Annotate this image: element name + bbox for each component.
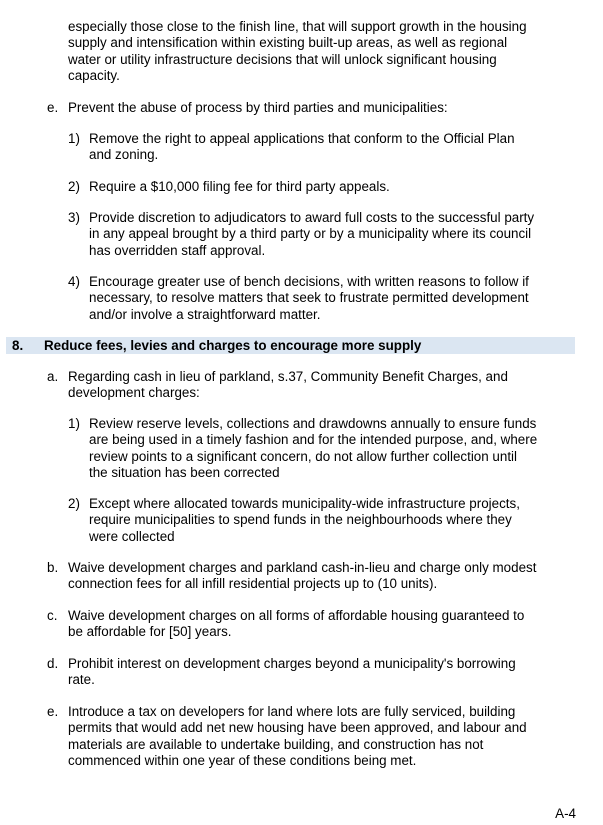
sub-item-text: Review reserve levels, collections and drawdowns annually to ensure funds are being used in a timely fashion and for the intended purpose, and, where review points to a significant concern, do not allow further collection until the situation has been corrected bbox=[89, 416, 538, 480]
list-marker: c. bbox=[47, 608, 58, 623]
sub-marker: 4) bbox=[68, 274, 80, 289]
intro-paragraph: especially those close to the finish line, that will support growth in the housing supply and intensification within existing built-up areas, as well as regional water or utility infrastructure decisions that will unlock significant housing capacity. bbox=[68, 19, 527, 83]
list-marker: a. bbox=[47, 369, 59, 384]
sub-item-text: Require a $10,000 filing fee for third party appeals. bbox=[89, 179, 390, 194]
list-marker: d. bbox=[47, 656, 59, 671]
sub-item-text: Provide discretion to adjudicators to award full costs to the successful party in any appeal brought by a third party or by a municipality where its council has overridden staff approval. bbox=[89, 210, 535, 258]
list-marker: b. bbox=[47, 560, 59, 575]
sub-marker: 1) bbox=[68, 416, 80, 431]
page-number: A-4 bbox=[555, 806, 576, 821]
list-item-text: Waive development charges on all forms of affordable housing guaranteed to be affordable for [50] years. bbox=[68, 608, 525, 640]
sub-item-text: Except where allocated towards municipality-wide infrastructure projects, require municipalities to spend funds in the neighbourhoods where they were collected bbox=[89, 496, 520, 544]
sub-marker: 2) bbox=[68, 496, 80, 511]
list-item-text: Prohibit interest on development charges beyond a municipality's borrowing rate. bbox=[68, 656, 516, 688]
sub-item-text: Encourage greater use of bench decisions, with written reasons to follow if necessary, to resolve matters that seek to frustrate permitted development and/or involve a straightforward matter. bbox=[89, 274, 529, 322]
section-title: Reduce fees, levies and charges to encourage more supply bbox=[44, 338, 422, 353]
list-item-text: Prevent the abuse of process by third parties and municipalities: bbox=[68, 100, 448, 115]
section-number: 8. bbox=[12, 338, 24, 353]
list-item-text: Waive development charges and parkland cash-in-lieu and charge only modest connection fees for all infill residential projects up to (10 units). bbox=[68, 560, 537, 592]
list-item-text: Regarding cash in lieu of parkland, s.37, Community Benefit Charges, and development charges: bbox=[68, 369, 508, 401]
list-marker: e. bbox=[47, 704, 59, 719]
sub-item-text: Remove the right to appeal applications that conform to the Official Plan and zoning. bbox=[89, 131, 515, 163]
sub-marker: 3) bbox=[68, 210, 80, 225]
list-item-text: Introduce a tax on developers for land where lots are fully serviced, building permits that would add net new housing have been approved, and labour and materials are available to undertake building, and construction has not commenced within one year of these conditions being met. bbox=[68, 704, 527, 768]
sub-marker: 1) bbox=[68, 131, 80, 146]
sub-marker: 2) bbox=[68, 179, 80, 194]
list-marker: e. bbox=[47, 100, 59, 115]
